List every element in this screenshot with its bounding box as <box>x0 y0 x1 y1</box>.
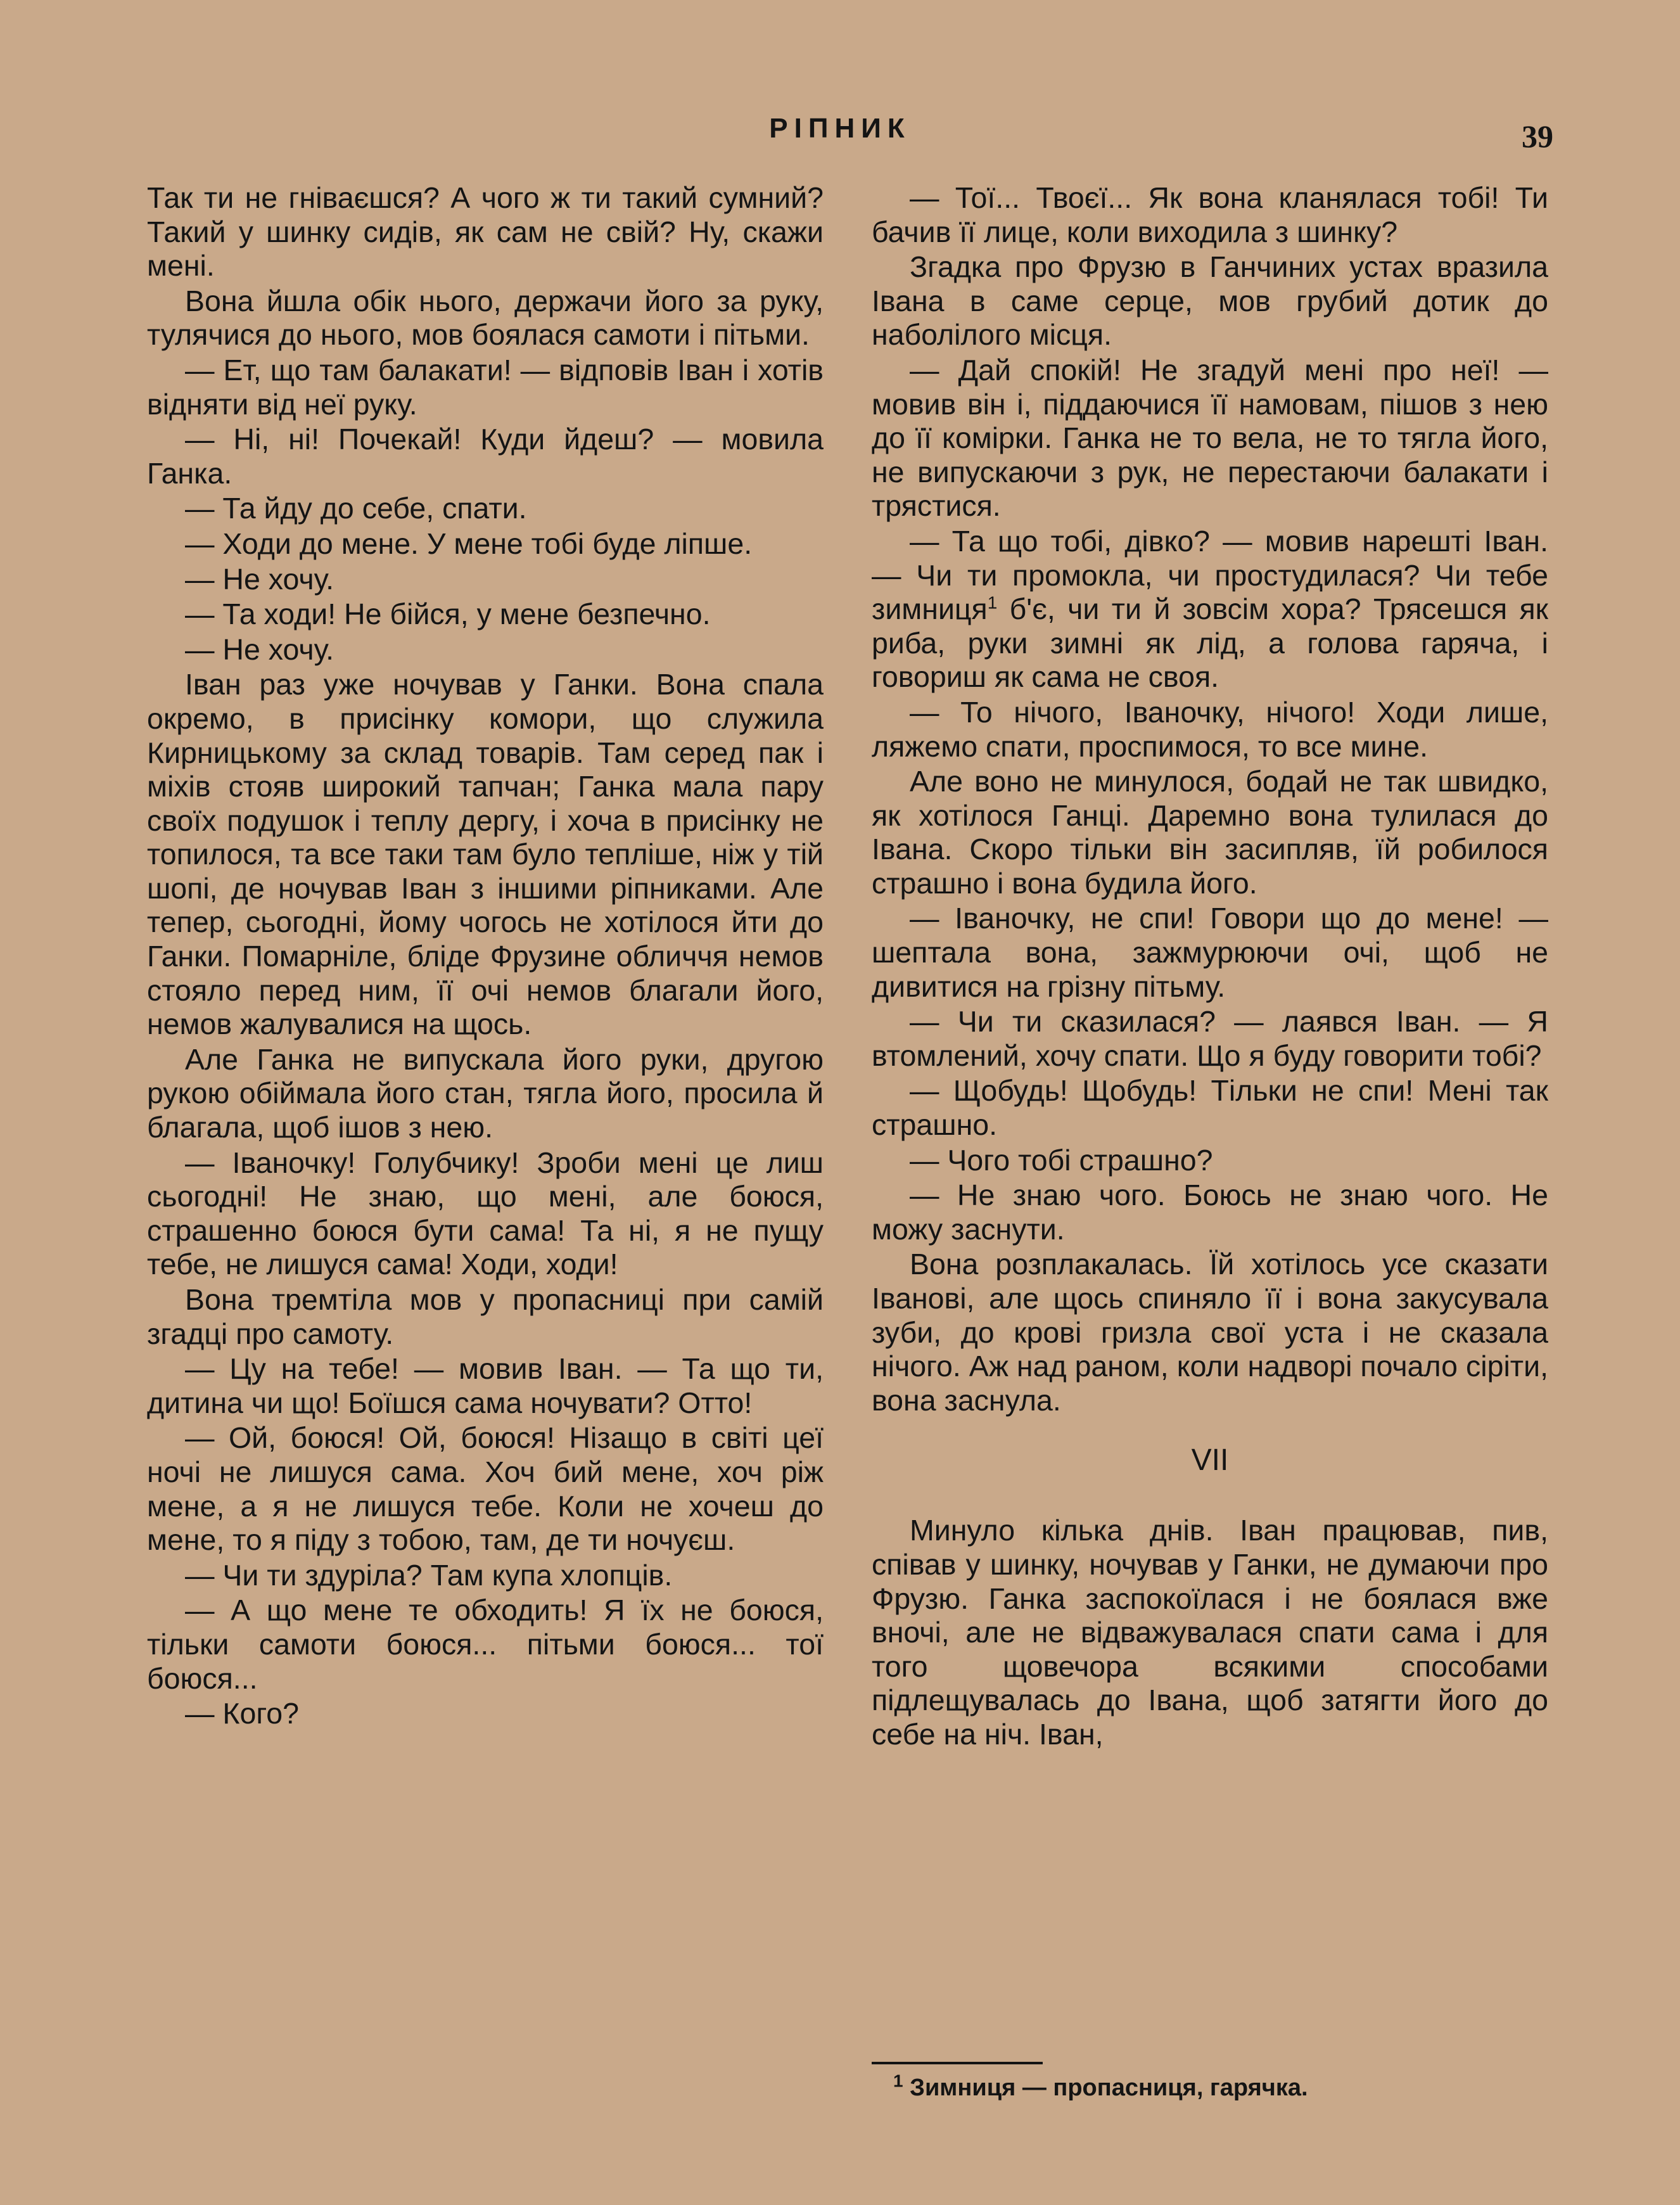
paragraph-text: — То нічого, Іваночку, нічого! Ходи лише, ляжемо спати, проспимося, то все мине. <box>872 695 1548 763</box>
paragraph <box>872 696 1548 764</box>
paragraph <box>147 423 824 490</box>
right-column-before-section <box>872 181 1548 1417</box>
paragraph-text: — Та ходи! Не бійся, у мене безпечно. <box>185 598 711 631</box>
paragraph <box>147 1043 824 1145</box>
paragraph <box>147 1559 824 1593</box>
footnote-text: Зимниця — пропасниця, гарячка. <box>903 2074 1308 2101</box>
paragraph <box>147 598 824 632</box>
paragraph-text: — Та йду до себе, спати. <box>185 492 527 525</box>
paragraph-text: Іван раз уже ночував у Ганки. Вона спала окремо, в присінку комори, що служила Кирницькому за склад товарів. Там серед пак і міхів стояв широкий тапчан; Ганка мала пару своїх подушок і теплу дергу, і хоча в присінку не топилося, та все таки там було тепліше, ніж у тій шопі, де ночував Іван з іншими ріпниками. Але тепер, сьогодні, йому чогось не хотілося йти до Ганки. Помарніле, бліде Фрузине обличчя немов стояло перед ним, її очі немов благали його, немов жалувалися на щось. <box>147 668 824 1041</box>
paragraph-text: — Ходи до мене. У мене тобі буде ліпше. <box>185 527 753 560</box>
paragraph-text: Вона йшла обік нього, держачи його за руку, тулячися до нього, мов боялася самоти і пітьми. <box>147 284 824 352</box>
paragraph <box>872 765 1548 900</box>
paragraph-text: — Тої... Твоєї... Як вона кланялася тобі! Ти бачив її лице, коли виходила з шинку? <box>872 181 1548 248</box>
paragraph <box>147 354 824 421</box>
paragraph <box>872 1144 1548 1178</box>
paragraph <box>872 250 1548 352</box>
paragraph <box>147 492 824 526</box>
paragraph-text: — Іваночку! Голубчику! Зроби мені це лиш сьогодні! Не знаю, що мені, але боюся, страшенно боюся бути сама! Та ні, я не пущу тебе, не лишуся сама! Ходи, ходи! <box>147 1146 824 1281</box>
paragraph-text: — Чого тобі страшно? <box>910 1143 1213 1177</box>
paragraph-text: — Та що тобі, дівко? — мовив нарешті Іван. — Чи ти промокла, чи простудилася? Чи тебе зимниця <box>872 524 1548 626</box>
paragraph <box>872 1074 1548 1142</box>
paragraph-text: — Щобудь! Щобудь! Тільки не спи! Мені так страшно. <box>872 1074 1548 1142</box>
paragraph-text: Згадка про Фрузю в Ганчиних устах вразила Івана в саме серце, мов грубий дотик до наболілого місця. <box>872 250 1548 352</box>
paragraph-text: — Не хочу. <box>185 562 334 596</box>
paragraph <box>872 525 1548 694</box>
paragraph <box>872 1179 1548 1246</box>
right-column-after-section <box>872 1514 1548 1751</box>
paragraph-text: Вона тремтіла мов у пропасниці при самій згадці про самоту. <box>147 1283 824 1350</box>
paragraph-text: Минуло кілька днів. Іван працював, пив, співав у шинку, ночував у Ганки, не думаючи про Фрузю. Ганка заспокоїлася і не боялася вже вночі, але не відважувалася спати сама і для того щовечора всякими способами підлещувалась до Івана, щоб затягти його до себе на ніч. Іван, <box>872 1514 1548 1751</box>
paragraph-text: — Не знаю чого. Боюсь не знаю чого. Не можу заснути. <box>872 1179 1548 1246</box>
footnote-rule <box>872 2062 1043 2064</box>
paragraph-text: Так ти не гніваєшся? А чого ж ти такий сумний? Такий у шинку сидів, як сам не свій? Ну, скажи мені. <box>147 181 824 283</box>
paragraph <box>872 1514 1548 1751</box>
right-column <box>872 181 1548 1753</box>
page-number: 39 <box>1522 118 1553 154</box>
paragraph-text: — А що мене те обходить! Я їх не боюся, тільки самоти боюся... пітьми боюся... тої боюся... <box>147 1594 824 1695</box>
paragraph <box>147 1594 824 1696</box>
paragraph-text: — Цу на тебе! — мовив Іван. — Та що ти, дитина чи що! Боїшся сама ночувати? Отто! <box>147 1352 824 1419</box>
footnote-reference: 1 <box>987 592 998 613</box>
paragraph-text: Але воно не минулося, бодай не так швидко, як хотілося Ганці. Даремно вона тулилася до Івана. Скоро тільки він засипляв, їй робилося страшно і вона будила його. <box>872 765 1548 900</box>
footnote-mark: 1 <box>893 2071 903 2091</box>
paragraph <box>147 1421 824 1557</box>
paragraph-text: — Ні, ні! Почекай! Куди йдеш? — мовила Ганка. <box>147 423 824 490</box>
paragraph-text: — Ет, що там балакати! — відповів Іван і хотів відняти від неї руку. <box>147 353 824 421</box>
paragraph <box>147 1697 824 1731</box>
paragraph <box>872 1248 1548 1417</box>
paragraph <box>147 527 824 561</box>
paragraph-text: — Ой, боюся! Ой, боюся! Нізащо в світі цеї ночі не лишуся сама. Хоч бий мене, хоч ріж мене, а я не лишуся тебе. Коли не хочеш до мене, то я піду з тобою, там, де ти ночуєш. <box>147 1421 824 1557</box>
paragraph-text: — Чи ти сказилася? — лаявся Іван. — Я втомлений, хочу спати. Що я буду говорити тобі? <box>872 1005 1548 1072</box>
footnote <box>893 2073 1308 2102</box>
paragraph-text: б'є, чи ти й зовсім хора? Трясешся як риба, руки зимні як лід, а голова гаряча, і говориш як сама не своя. <box>872 592 1548 694</box>
paragraph <box>872 354 1548 523</box>
paragraph-text: Вона розплакалась. Їй хотілось усе сказати Іванові, але щось спиняло її і вона закусувала зуби, до крові гризла свої уста і не сказала нічого. Аж над раном, коли надворі почало сіріти, вона заснула. <box>872 1248 1548 1417</box>
paragraph <box>147 1283 824 1351</box>
paragraph <box>147 284 824 352</box>
running-title: РІПНИК <box>769 113 911 144</box>
paragraph-text: — Іваночку, не спи! Говори що до мене! — шептала вона, зажмурюючи очі, щоб не дивитися на грізну пітьму. <box>872 902 1548 1003</box>
paragraph-text: Але Ганка не випускала його руки, другою рукою обіймала його стан, тягла його, просила й благала, щоб ішов з нею. <box>147 1042 824 1144</box>
paragraph <box>147 1146 824 1282</box>
paragraph <box>147 563 824 597</box>
section-number: VII <box>1191 1443 1229 1478</box>
paragraph <box>147 633 824 667</box>
paragraph <box>147 181 824 283</box>
paragraph-text: — Кого? <box>185 1697 300 1730</box>
paragraph <box>872 181 1548 249</box>
paragraph <box>147 668 824 1042</box>
paragraph-text: — Дай спокій! Не згадуй мені про неї! — мовив він і, піддаючися її намовам, пішов з нею до її комірки. Ганка не то вела, не то тягла його, не випускаючи з рук, не перестаючи балакати і трястися. <box>872 353 1548 523</box>
paragraph-text: — Чи ти здуріла? Там купа хлопців. <box>185 1558 673 1592</box>
paragraph-text: — Не хочу. <box>185 632 334 666</box>
left-column <box>147 181 824 1732</box>
paragraph <box>872 1005 1548 1073</box>
paragraph <box>147 1352 824 1420</box>
paragraph <box>872 902 1548 1004</box>
